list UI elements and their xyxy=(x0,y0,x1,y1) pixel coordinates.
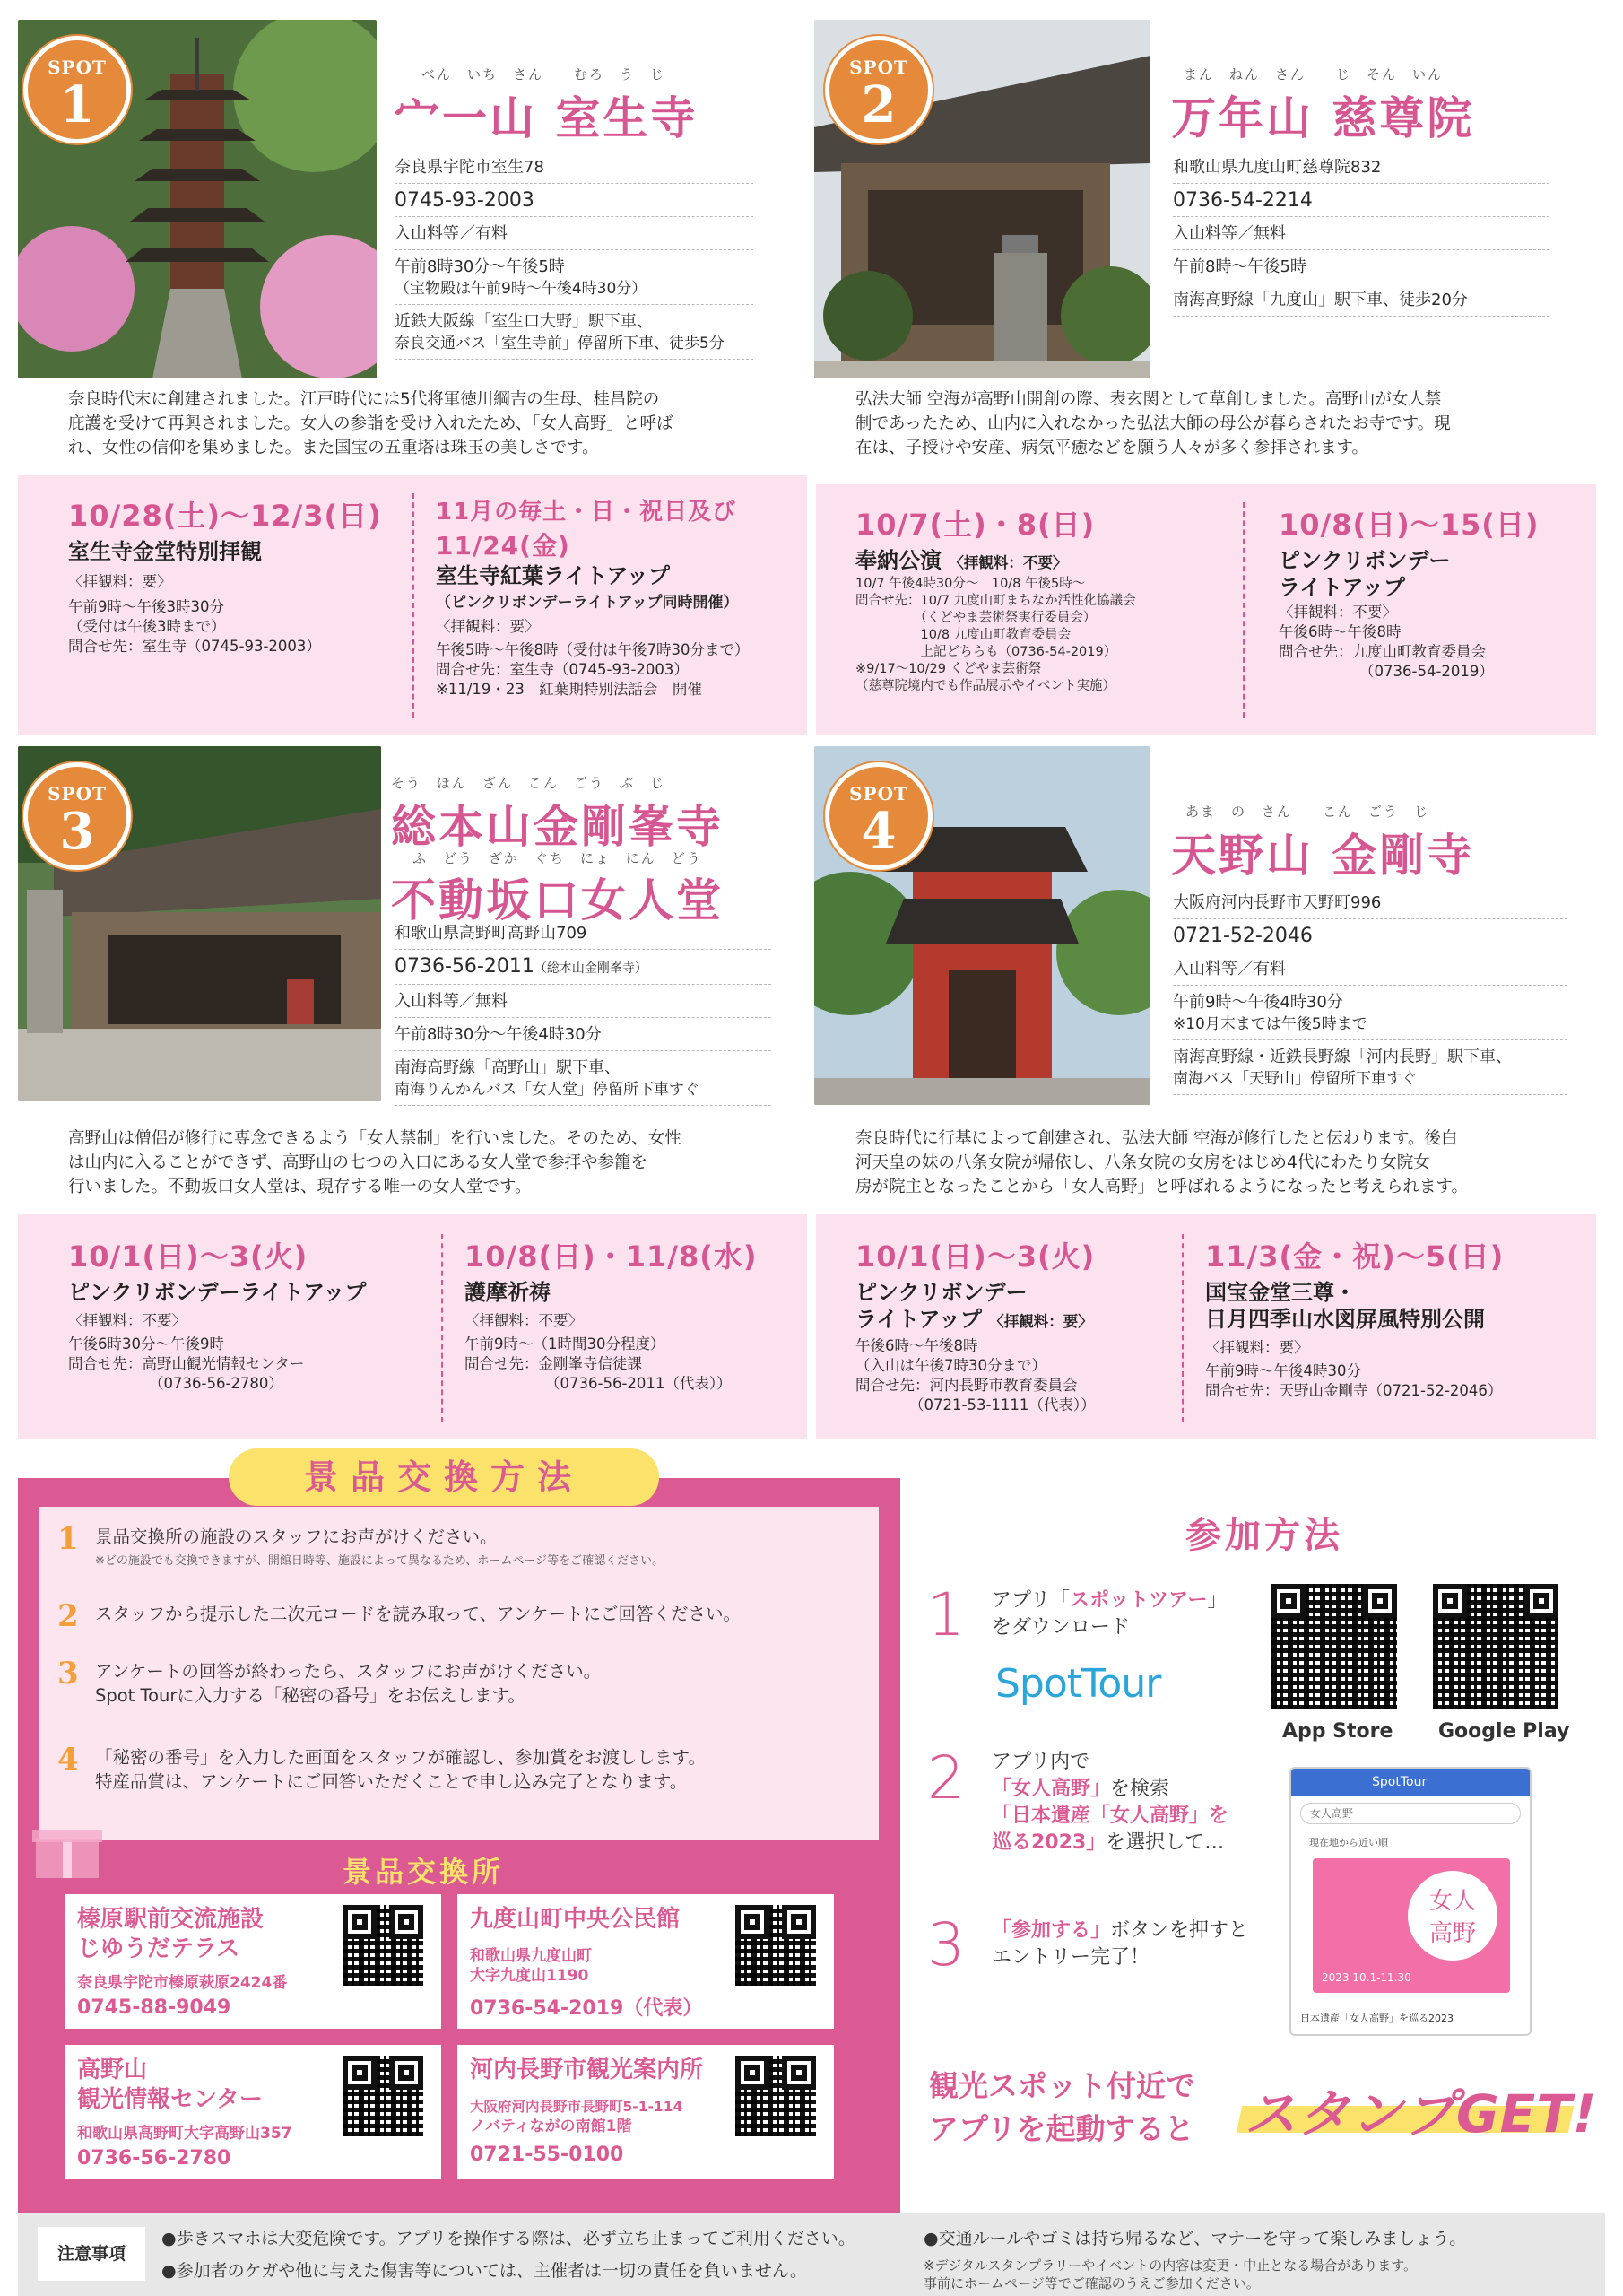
address: 奈良県宇陀市室生78 xyxy=(395,151,753,184)
divider xyxy=(412,493,414,718)
step-text xyxy=(95,1745,706,1794)
event-fee: 〈拝観料：要〉 xyxy=(436,618,540,635)
spot-badge-label: SPOT xyxy=(48,783,107,804)
places-heading: 景品交換所 xyxy=(343,1855,505,1889)
event-date: 10/8(日)～15(日) xyxy=(1279,508,1540,542)
join-step-2-line-4 xyxy=(992,1830,1228,1857)
access xyxy=(1173,1040,1567,1095)
event-fee: 〈拝観料：不要〉 xyxy=(68,1312,187,1329)
event-name: 護摩祈祷 xyxy=(464,1280,551,1305)
access-line-2: 奈良交通バス「室生寺前」停留所下車、徒歩5分 xyxy=(395,335,725,352)
desc-line: 在は、子授けや安産、病気平癒などを願う人々が多く参拝されます。 xyxy=(855,439,1369,457)
event-fee: 〈拝観料：不要〉 xyxy=(1279,604,1397,621)
place-phone: 0721-55-0100 xyxy=(470,2144,624,2166)
keyword: 「参加する」 xyxy=(992,1919,1111,1942)
exchange-place-card xyxy=(65,2045,441,2179)
desc-line: 房が院主となったことから「女人高野」と呼ばれるようになったと考えられます。 xyxy=(855,1178,1469,1196)
event-line: ※11/19・23 紅葉期特別法話会 開催 xyxy=(436,681,702,698)
event-name: ピンクリボンデー xyxy=(1279,548,1451,573)
join-step-2-line-3: 「日本遺産「女人高野」を xyxy=(992,1805,1229,1827)
event-line: 午後5時～午後8時（受付は午後7時30分まで） xyxy=(436,641,750,658)
access xyxy=(395,1051,771,1106)
address: 大阪府河内長野市天野町996 xyxy=(1173,886,1567,919)
event-name-2: 日月四季山水図屏風特別公開 xyxy=(1205,1307,1485,1332)
google-play-label[interactable]: Google Play xyxy=(1438,1720,1570,1743)
phone-number xyxy=(395,950,771,985)
text-b: 」 xyxy=(1207,1589,1228,1612)
event-name: ピンクリボンデー xyxy=(855,1280,1028,1305)
divider xyxy=(441,1234,443,1422)
exchange-place-card xyxy=(457,1894,834,2029)
event-fee: 〈拝観料：要〉 xyxy=(1205,1339,1309,1356)
event-line: ※9/17～10/29 くどやま芸術祭 xyxy=(855,662,1042,676)
event-card-date: 2023 10.1-11.30 xyxy=(1322,1971,1411,1984)
event-name: 室生寺金堂特別拝観 xyxy=(68,539,262,564)
event-line: （0721-53-1111（代表）） xyxy=(909,1396,1096,1413)
address: 和歌山県九度山町慈尊院832 xyxy=(1173,151,1549,184)
event-line: 午前9時～午後4時30分 xyxy=(1205,1362,1361,1379)
exchange-step-2 xyxy=(57,1598,864,1634)
spot-info xyxy=(1173,151,1549,317)
event-name-2: ライトアップ xyxy=(1279,575,1405,600)
desc-line: 高野山は僧侶が修行に専念できるよう「女人禁制」を行いました。そのため、女性 xyxy=(68,1129,681,1148)
event-line: 10/7 午後4時30分～ 10/8 午後5時～ xyxy=(855,577,1086,591)
title-ruby-2: ふ どう ざか ぐち にょ にん どう xyxy=(412,850,702,866)
event-fee: 〈拝観料：不要〉 xyxy=(949,554,1068,571)
stamp-message xyxy=(929,2065,1195,2151)
app-store-label[interactable]: App Store xyxy=(1282,1720,1393,1743)
opening-hours xyxy=(395,250,753,305)
opening-hours: 午前8時30分～午後4時30分 xyxy=(395,1018,771,1051)
events-panel xyxy=(18,475,807,735)
gift-icon xyxy=(27,1803,108,1883)
step-text xyxy=(95,1659,601,1708)
place-name xyxy=(77,1905,264,1964)
desc-line: 制であったため、山内に入れなかった弘法大師の母公が暮らされたお寺です。現 xyxy=(855,414,1451,433)
admission-fee: 入山料等／無料 xyxy=(395,985,771,1018)
access-line-2: 南海りんかんバス「女人堂」停留所下車すぐ xyxy=(395,1081,699,1099)
text: ボタンを押すと xyxy=(1110,1919,1249,1942)
spot-info xyxy=(1173,886,1567,1095)
place-phone: 0745-88-9049 xyxy=(77,1996,231,2019)
desc-line: 奈良時代に行基によって創建され、弘法大師 空海が修行したと伝わります。後白 xyxy=(855,1129,1458,1148)
spot-badge-label: SPOT xyxy=(849,57,908,78)
join-step-2-line-2 xyxy=(992,1776,1228,1803)
spot-description xyxy=(855,387,1591,460)
spottour-logo: SpotTour xyxy=(995,1661,1161,1707)
event-date: 10/1(日)～3(火) xyxy=(855,1239,1096,1274)
event-line: 問合せ先：室生寺（0745-93-2003） xyxy=(436,661,689,678)
step-main-2: Spot Tourに入力する「秘密の番号」をお伝えします。 xyxy=(95,1685,525,1706)
event-title-2: ライトアップ xyxy=(855,1307,982,1332)
join-step-1-line-1 xyxy=(992,1587,1227,1614)
place-name-1: 榛原駅前交流施設 xyxy=(77,1906,265,1933)
desc-line: 奈良時代末に創建されました。江戸時代には5代将軍徳川綱吉の生母、桂昌院の xyxy=(68,390,660,409)
stamp-line-2: アプリを起動すると xyxy=(929,2111,1194,2146)
event-line: 午後6時30分～午後9時 xyxy=(68,1335,224,1352)
event-name: 室生寺紅葉ライトアップ xyxy=(436,563,670,588)
step-main: 景品交換所の施設のスタッフにお声がけください。 xyxy=(95,1526,498,1547)
exchange-step-3 xyxy=(57,1656,864,1718)
join-step-1-line-2: をダウンロード xyxy=(992,1616,1131,1639)
spot-badge-4 xyxy=(825,762,933,870)
place-qr-code[interactable] xyxy=(343,1905,423,1986)
admission-fee: 入山料等／無料 xyxy=(1173,217,1549,250)
place-qr-code[interactable] xyxy=(735,2056,816,2136)
event-2 xyxy=(464,1234,757,1394)
events-panel xyxy=(18,1214,807,1439)
join-step-3-line-1 xyxy=(992,1918,1248,1944)
tel-note: （総本山金剛峯寺） xyxy=(534,961,647,976)
event-title: 奉納公演 xyxy=(855,548,942,573)
exchange-step-1 xyxy=(57,1521,864,1584)
place-qr-code[interactable] xyxy=(343,2056,423,2136)
admission-fee: 入山料等／有料 xyxy=(395,217,753,250)
join-step-number-1: 1 xyxy=(927,1580,965,1649)
hours: 午前9時～午後4時30分 xyxy=(1173,993,1343,1012)
join-step-3-text xyxy=(992,1918,1248,1971)
stamp-get-text: スタンプGET! xyxy=(1245,2083,1598,2144)
event-line: 問合せ先：天野山金剛寺（0721-52-2046） xyxy=(1205,1382,1503,1399)
event-name xyxy=(855,547,1136,574)
step-text: スタッフから提示した二次元コードを読み取って、アンケートにご回答ください。 xyxy=(95,1604,741,1624)
event-1 xyxy=(68,493,382,657)
event-1 xyxy=(855,502,1136,695)
step-number: 3 xyxy=(57,1656,79,1692)
google-play-qr-code[interactable] xyxy=(1433,1584,1558,1709)
desc-line: 弘法大師 空海が高野山開創の際、表玄関として草創しました。高野山が女人禁 xyxy=(855,390,1442,409)
event-line: 午前9時～午後3時30分 xyxy=(68,598,224,615)
spot-description xyxy=(68,1126,803,1199)
text: を検索 xyxy=(1110,1778,1170,1800)
desc-line: れ、女性の信仰を集めました。また国宝の五重塔は珠玉の美しさです。 xyxy=(68,439,599,457)
logo-text-1: 女人 xyxy=(1428,1888,1476,1915)
place-address-2: 大字九度山1190 xyxy=(470,1967,589,1985)
spot-title: 総本山金剛峯寺 xyxy=(391,801,724,853)
spot-badge-label: SPOT xyxy=(48,57,107,78)
app-sort-label: 現在地から近い順 xyxy=(1309,1837,1388,1848)
event-line: 問合せ先：河内長野市教育委員会 xyxy=(855,1377,1078,1394)
event-line: （くどやま芸術祭実行委員会） xyxy=(855,611,1097,625)
event-2 xyxy=(1205,1234,1504,1401)
place-name-2: 観光情報センター xyxy=(77,2086,263,2113)
spot-badge-2 xyxy=(825,36,933,144)
event-name: ピンクリボンデーライトアップ xyxy=(68,1280,367,1305)
join-step-1-text xyxy=(992,1587,1227,1641)
event-line: 10/8 九度山町教育委員会 xyxy=(855,628,1072,642)
join-step-2-line-1: アプリ内で xyxy=(992,1751,1090,1773)
text: を選択して… xyxy=(1106,1831,1225,1854)
place-name: 河内長野市観光案内所 xyxy=(470,2057,704,2083)
desc-line: 河天皇の妹の八条女院が帰依し、八条女院の女房をはじめ4代にわたり女院女 xyxy=(855,1153,1430,1172)
event-1 xyxy=(68,1234,366,1394)
phone-number: 0721-52-2046 xyxy=(1173,919,1567,952)
title-ruby: あま の さん こん ごう じ xyxy=(1185,804,1430,820)
logo-text-2: 高野 xyxy=(1428,1920,1476,1947)
event-line: （0736-54-2019） xyxy=(1359,663,1494,680)
hours-note: （宝物殿は午前9時～午後4時30分） xyxy=(395,280,647,298)
title-ruby: べん いち さん むろ う じ xyxy=(421,66,666,83)
place-address: 和歌山県高野町大字高野山357 xyxy=(77,2125,292,2143)
notice-footer xyxy=(18,2213,1605,2296)
app-name: スポットツアー xyxy=(1070,1589,1208,1612)
notice-note: 事前にホームページ等でご確認のうえご参加ください。 xyxy=(924,2275,1260,2292)
exchange-step-4 xyxy=(57,1742,864,1805)
tel: 0736-56-2011 xyxy=(395,955,534,978)
event-card-title: 日本遺産「女人高野」を巡る2023 xyxy=(1300,2013,1454,2024)
place-name: 九度山町中央公民館 xyxy=(470,1906,681,1933)
place-address-2: ノバティながの南館1階 xyxy=(470,2118,632,2135)
spot-title: 天野山 金剛寺 xyxy=(1171,830,1475,882)
event-line: （0736-56-2780） xyxy=(149,1375,283,1392)
step-number: 1 xyxy=(57,1521,79,1557)
spot-badge-number: 2 xyxy=(861,75,897,135)
event-date: 10/1(日)～3(火) xyxy=(68,1239,308,1274)
step-number: 2 xyxy=(57,1598,79,1634)
app-title-bar: SpotTour xyxy=(1291,1769,1530,1796)
join-step-number-3: 3 xyxy=(927,1910,965,1979)
events-panel xyxy=(816,1214,1596,1439)
access-line-2: 南海バス「天野山」停留所下車すぐ xyxy=(1173,1070,1417,1088)
join-heading: 参加方法 xyxy=(1185,1515,1343,1556)
event-line: 問合せ先：九度山町教育委員会 xyxy=(1279,643,1486,660)
event-card[interactable] xyxy=(1313,1858,1510,1993)
event-2 xyxy=(1279,502,1540,682)
access-line-1: 南海高野線・近鉄長野線「河内長野」駅下車、 xyxy=(1173,1048,1512,1066)
event-date: 10/28(土)～12/3(日) xyxy=(68,499,382,533)
title-ruby: まん ねん さん じ そん いん xyxy=(1184,66,1444,83)
app-store-qr-code[interactable] xyxy=(1271,1584,1397,1709)
event-date: 10/8(日)・11/8(水) xyxy=(464,1239,758,1274)
spot-description xyxy=(68,387,803,460)
spot-badge-label: SPOT xyxy=(849,783,908,804)
access-line-1: 近鉄大阪線「室生口大野」駅下車、 xyxy=(395,312,653,331)
opening-hours: 午前8時～午後5時 xyxy=(1173,250,1549,283)
desc-line: は山内に入ることができず、高野山の七つの入口にある女人堂で参拝や参籠を xyxy=(68,1153,648,1172)
divider xyxy=(1182,1234,1184,1422)
exchange-place-card xyxy=(457,2045,834,2179)
access xyxy=(395,305,753,360)
spot-badge-number: 1 xyxy=(59,75,95,135)
keyword: 「女人高野」 xyxy=(992,1778,1111,1800)
spot-badge-number: 4 xyxy=(861,802,897,861)
event-line: （0736-56-2011（代表）） xyxy=(545,1375,732,1392)
event-fee: 〈拝観料：不要〉 xyxy=(464,1312,583,1329)
notice-line: ●歩きスマホは大変危険です。アプリを操作する際は、必ず立ち止まってご利用ください。 xyxy=(161,2229,855,2248)
opening-hours xyxy=(1173,986,1567,1040)
event-line: 午後6時～午後8時 xyxy=(1279,623,1402,640)
place-name xyxy=(77,2056,263,2115)
event-line: （受付は午後3時まで） xyxy=(68,618,226,635)
app-search-field[interactable]: 女人高野 xyxy=(1300,1803,1521,1824)
step-main-2: 特産品賞は、アンケートにご回答いただくことで申し込み完了となります。 xyxy=(95,1771,688,1792)
prize-exchange-heading: 景品交換方法 xyxy=(229,1448,659,1506)
spot-badge-number: 3 xyxy=(59,802,95,861)
phone-number: 0736-54-2214 xyxy=(1173,184,1549,217)
spot-info xyxy=(395,151,753,360)
event-line: 問合せ先：10/7 九度山町まちなか活性化協議会 xyxy=(855,594,1136,608)
step-main: 「秘密の番号」を入力した画面をスタッフが確認し、参加賞をお渡しします。 xyxy=(95,1747,706,1768)
place-name-2: じゆうだテラス xyxy=(77,1935,240,1962)
event-line: 問合せ先：室生寺（0745-93-2003） xyxy=(68,638,321,655)
join-step-2-text xyxy=(992,1749,1228,1857)
notice-line: ●交通ルールやゴミは持ち帰るなど、マナーを守って楽しみましょう。 xyxy=(924,2229,1467,2248)
spot-badge-3 xyxy=(23,762,131,870)
event-name: 国宝金堂三尊・ xyxy=(1205,1280,1356,1305)
access: 南海高野線「九度山」駅下車、徒歩20分 xyxy=(1173,283,1549,317)
notice-note: ※デジタルスタンプラリーやイベントの内容は変更・中止となる場合があります。 xyxy=(924,2257,1418,2274)
place-name-1: 高野山 xyxy=(77,2057,148,2083)
place-qr-code[interactable] xyxy=(735,1905,816,1986)
spot-info xyxy=(395,917,771,1106)
step-note: ※どの施設でも交換できますが、開館日時等、施設によって異なるため、ホームページ等をご確認ください。 xyxy=(95,1554,664,1568)
place-address: 奈良県宇陀市榛原萩原2424番 xyxy=(77,1974,288,1992)
step-main: アンケートの回答が終わったら、スタッフにお声がけください。 xyxy=(95,1661,602,1682)
event-date: 10/7(土)・8(日) xyxy=(855,508,1096,542)
app-screenshot xyxy=(1289,1767,1532,2036)
join-step-number-2: 2 xyxy=(927,1744,965,1813)
hours-note: ※10月末までは午後5時まで xyxy=(1173,1015,1367,1033)
spot-badge-1 xyxy=(23,36,131,144)
place-address: 和歌山県九度山町 xyxy=(470,1947,592,1965)
event-date: 11月の毎土・日・祝日及び xyxy=(436,499,737,526)
event-2 xyxy=(436,493,750,700)
event-line: 午前9時～（1時間30分程度） xyxy=(464,1335,665,1352)
event-name-2 xyxy=(855,1306,1096,1333)
events-panel xyxy=(816,484,1596,735)
access-line-1: 南海高野線「高野山」駅下車、 xyxy=(395,1058,621,1077)
spot-title: 万年山 慈尊院 xyxy=(1171,92,1475,144)
event-line: 問合せ先：金剛峯寺信徒課 xyxy=(464,1355,642,1372)
event-line: 午後6時～午後8時 xyxy=(855,1337,978,1354)
place-phone: 0736-54-2019（代表） xyxy=(470,1997,703,2020)
spot-description xyxy=(855,1126,1600,1199)
phone-number: 0745-93-2003 xyxy=(395,184,753,217)
event-subtitle: （ピンクリボンデーライトアップ同時開催） xyxy=(436,594,739,612)
address: 和歌山県高野町高野山709 xyxy=(395,917,771,950)
hours: 午前8時30分～午後5時 xyxy=(395,257,565,276)
event-line: 問合せ先：高野山観光情報センター xyxy=(68,1355,305,1372)
nyonin-koya-logo xyxy=(1408,1871,1497,1961)
desc-line: 庇護を受けて再興されました。女人の参詣を受け入れたため、「女人高野」と呼ば xyxy=(68,414,673,433)
event-fee: 〈拝観料：要〉 xyxy=(68,573,172,590)
event-1 xyxy=(855,1234,1096,1415)
desc-line: 行いました。不動坂口女人堂は、現存する唯一の女人堂です。 xyxy=(68,1178,532,1196)
place-phone: 0736-56-2780 xyxy=(77,2147,231,2170)
exchange-place-card xyxy=(65,1894,441,2029)
event-fee: 〈拝観料：要〉 xyxy=(989,1313,1093,1330)
stamp-line-1: 観光スポット付近で xyxy=(929,2068,1195,2103)
spot-title: 宀一山 室生寺 xyxy=(395,92,699,144)
spot-title-2: 不動坂口女人堂 xyxy=(391,874,724,926)
event-date: 11/3(金・祝)～5(日) xyxy=(1205,1239,1505,1274)
admission-fee: 入山料等／有料 xyxy=(1173,952,1567,986)
event-line: 上記どちらも（0736-54-2019） xyxy=(855,645,1117,659)
divider xyxy=(1243,502,1245,718)
step-text xyxy=(95,1525,664,1573)
step-number: 4 xyxy=(57,1742,79,1778)
keyword: 巡る2023」 xyxy=(992,1831,1107,1854)
event-line: （入山は午後7時30分まで） xyxy=(855,1357,1046,1374)
exchange-steps-panel xyxy=(39,1507,879,1840)
notice-line: ●参加者のケガや他に与えた傷害等については、主催者は一切の責任を負いません。 xyxy=(161,2261,807,2281)
notice-label: 注意事項 xyxy=(38,2227,145,2281)
join-step-3-line-2: エントリー完了！ xyxy=(992,1946,1150,1969)
text-a: アプリ「 xyxy=(992,1589,1071,1612)
event-date-2: 11/24(金) xyxy=(436,531,570,561)
title-ruby: そう ほん ざん こん ごう ぶ じ xyxy=(391,775,666,791)
place-address: 大阪府河内長野市長野町5-1-114 xyxy=(470,2099,683,2115)
event-line: （慈尊院境内でも作品展示やイベント実施） xyxy=(855,679,1115,693)
